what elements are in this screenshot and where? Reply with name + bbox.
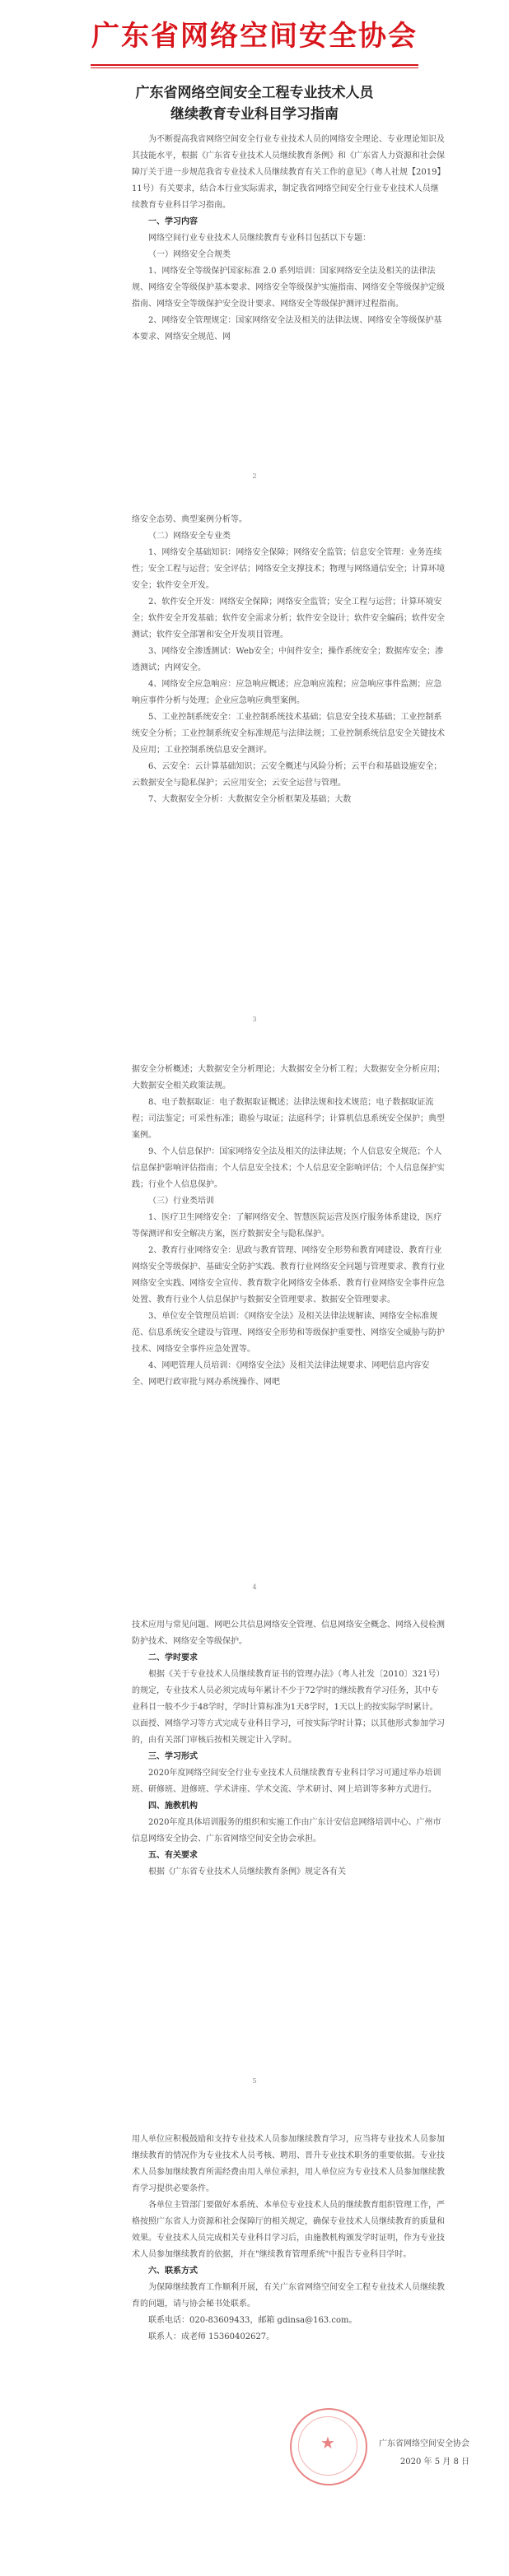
page-1-body <box>132 132 445 346</box>
paragraph: 1、网络安全基础知识：网络安全保障；网络安全监管；信息安全管理：业务连续性；安全工程与运营；安全评估；网络安全支撑技术；物理与网络通信安全；计算环境安全；软件安全开发。 <box>132 548 445 590</box>
paragraph: 2020年度具体培训服务的组织和实施工作由广东计安信息网络培训中心、广州市信息网络安全协会、广东省网络空间安全协会承担。 <box>132 1818 441 1844</box>
page-3-body <box>132 1062 445 1391</box>
page-number: 5 <box>252 2077 257 2085</box>
subsection-heading: （二）网络安全专业类 <box>148 532 231 541</box>
paragraph: 3、单位安全管理员培训：《网络安全法》及相关法律法规解读、网络安全标准规范、信息系统安全建设与管理、网络安全形势和等级保护重要性、网络安全威胁与防护技术、网络安全事件应急处置等。 <box>132 1312 445 1354</box>
paragraph: 技术应用与常见问题、网吧公共信息网络安全管理、信息网络安全概念、网络入侵检测防护技术、网络安全等级保护。 <box>132 1620 445 1646</box>
document-title <box>0 82 509 125</box>
paragraph: 7、大数据安全分析：大数据安全分析框架及基础；大数 <box>148 795 352 804</box>
masthead-rule <box>91 64 418 66</box>
subsection-heading: （一）网络安全合规类 <box>148 250 231 259</box>
page-4-body <box>132 1617 445 1881</box>
section-heading: 一、学习内容 <box>148 217 198 226</box>
masthead-title: 广东省网络空间安全协会 <box>91 20 418 53</box>
paragraph: 8、电子数据取证：电子数据取证概述；法律法规和技术规范；电子数据取证流程；司法鉴定；可采性标准；勘验与取证；法庭科学；计算机信息系统安全保护；典型案例。 <box>132 1098 445 1140</box>
contact-person: 联系人：成老师 15360402627。 <box>148 2332 275 2341</box>
section-heading: 二、学时要求 <box>148 1653 198 1662</box>
intro-paragraph: 为不断提高我省网络空间安全行业专业技术人员的网络安全理论、专业理论知识及其技能水平，根据《广东省专业技术人员继续教育条例》和《广东省人力资源和社会保障厅关于进一步规范我省专业技术人员继续教育有关工作的意见》（粤人社规【2019】11号）有关要求，结合本行业实际需求，制定我省网络空间安全行业专业技术人员继续教育专业科目学习指南。 <box>132 135 445 210</box>
section-heading: 五、有关要求 <box>148 1851 198 1860</box>
document-title-line-1: 广东省网络空间安全工程专业技术人员 <box>135 85 374 101</box>
document-title-line-2: 继续教育专业科目学习指南 <box>170 106 339 123</box>
paragraph: 2、教育行业网络安全：思政与教育管理、网络安全形势和教育网建设、教育行业网络安全等级保护、基础安全防护实践、教育行业网络安全问题与管理要求、教育行业网络安全实践、网络安全宣传、教育数字化网络安全体系、教育行业网络安全事件应急处置、教育行业个人信息保护与数据安全管理要求、数据安全管理要求。 <box>132 1246 445 1304</box>
paragraph: 2、网络安全管理规定：国家网络安全法及相关的法律法规、网络安全等级保护基本要求、网络安全规范、网 <box>132 316 442 342</box>
paragraph: 9、个人信息保护：国家网络安全法及相关的法律法规；个人信息安全规范；个人信息保护影响评估指南；个人信息安全技术；个人信息安全影响评估；个人信息保护实践；行业个人信息保护。 <box>132 1147 445 1189</box>
paragraph: 各单位主管部门要做好本系统、本单位专业技术人员的继续教育组织管理工作，严格按照广东省人力资源和社会保障厅的相关规定，确保专业技术人员继续教育的质量和效果。专业技术人员完成相关专业科目学习后，由施教机构颁发学时证明，作为专业技术人员参加继续教育的依据，并在"继续教育管理系统"中报告专业科目学时。 <box>132 2201 445 2259</box>
paragraph: 据安全分析概述；大数据安全分析理论；大数据安全分析工程；大数据安全分析应用；大数据安全相关政策法规。 <box>132 1065 445 1090</box>
paragraph: 1、医疗卫生网络安全：了解网络安全、智慧医院运营及医疗服务体系建设，医疗等保测评和安全解决方案，医疗数据安全与隐私保护。 <box>132 1213 442 1239</box>
paragraph: 2、软件安全开发：网络安全保障；网络安全监管；安全工程与运营；计算环境安全；软件安全开发基础；软件安全需求分析；软件安全设计；软件安全编码；软件安全测试；软件安全部署和安全开发项目管理。 <box>132 598 445 639</box>
paragraph: 根据《关于专业技术人员继续教育证书的管理办法》（粤人社发〔2010〕321号）的规定，专业技术人员必须完成每年累计不少于72学时的继续教育学习任务，其中专业科目一般不少于48学时，学时计算标准为1天8学时，1天以上的按实际学时累计。以面授、网络学习等方式完成专业科目学习，可按实际学时计算；以其他形式参加学习的，由有关部门审核后按相关规定计入学时。 <box>132 1670 445 1745</box>
page-2-body <box>132 512 445 808</box>
paragraph: 3、网络安全渗透测试：Web安全；中间件安全；操作系统安全；数据库安全；渗透测试；内网安全。 <box>132 647 444 672</box>
paragraph: 6、云安全：云计算基础知识；云安全概述与风险分析；云平台和基础设施安全；云数据安全与隐私保护；云应用安全；云安全运营与管理。 <box>132 762 442 788</box>
paragraph: 4、网络安全应急响应：应急响应概述；应急响应流程；应急响应事件监测；应急响应事件分析与处理；企业应急响应典型案例。 <box>132 680 442 705</box>
paragraph: 根据《广东省专业技术人员继续教育条例》规定各有关 <box>148 1867 346 1876</box>
subsection-heading: （三）行业类培训 <box>148 1197 214 1206</box>
page-5-body <box>132 2132 445 2346</box>
masthead <box>0 18 509 54</box>
contact-phone-email: 联系电话：020-83609433，邮箱 gdinsa@163.com。 <box>148 2316 357 2325</box>
paragraph: 络安全态势、典型案例分析等。 <box>132 515 247 524</box>
paragraph: 为保障继续教育工作顺利开展，有关广东省网络空间安全工程专业技术人员继续教育的问题，请与协会秘书处联系。 <box>132 2283 445 2309</box>
paragraph: 网络空间行业专业技术人员继续教育专业科目包括以下专题： <box>148 234 371 243</box>
signature-org: 广东省网络空间安全协会 <box>379 2439 469 2448</box>
section-heading: 三、学习形式 <box>148 1752 198 1761</box>
section-heading: 四、施教机构 <box>148 1802 198 1811</box>
page-number: 3 <box>252 1016 257 1023</box>
paragraph: 2020年度网络空间安全行业专业技术人员继续教育专业科目学习可通过举办培训班、研修班、进修班、学术讲座、学术交流、学术研讨、网上培训等多种方式进行。 <box>132 1769 441 1794</box>
masthead-rule-thin <box>91 67 418 68</box>
paragraph: 1、网络安全等级保护国家标准 2.0 系列培训：国家网络安全法及相关的法律法规、网络安全等级保护基本要求、网络安全等级保护实施指南、网络安全等级保护定级指南、网络安全等级保护安全设计要求、网络安全等级保护测评过程指南。 <box>132 267 445 309</box>
section-heading: 六、联系方式 <box>148 2267 198 2276</box>
signature-date: 2020 年 5 月 8 日 <box>399 2457 469 2467</box>
paragraph: 4、网吧管理人员培训：《网络安全法》及相关法律法规要求、网吧信息内容安全、网吧行政审批与网办系统操作、网吧 <box>132 1361 430 1387</box>
seal-star-icon: ★ <box>320 2433 335 2453</box>
page-number: 4 <box>252 1583 257 1591</box>
page-number: 2 <box>252 472 257 480</box>
paragraph: 用人单位应积极鼓励和支持专业技术人员参加继续教育学习，应当将专业技术人员参加继续教育的情况作为专业技术人员考核、聘用、晋升专业技术职务的重要依据。专业技术人员参加继续教育所需经费由用人单位承担，用人单位应为专业技术人员参加继续教育学习提供必要条件。 <box>132 2135 445 2193</box>
paragraph: 5、工业控制系统安全：工业控制系统技术基础；信息安全技术基础；工业控制系统安全分析；工业控制系统安全标准规范与法律法规；工业控制系统信息安全关键技术及应用；工业控制系统信息安全测评。 <box>132 713 445 755</box>
